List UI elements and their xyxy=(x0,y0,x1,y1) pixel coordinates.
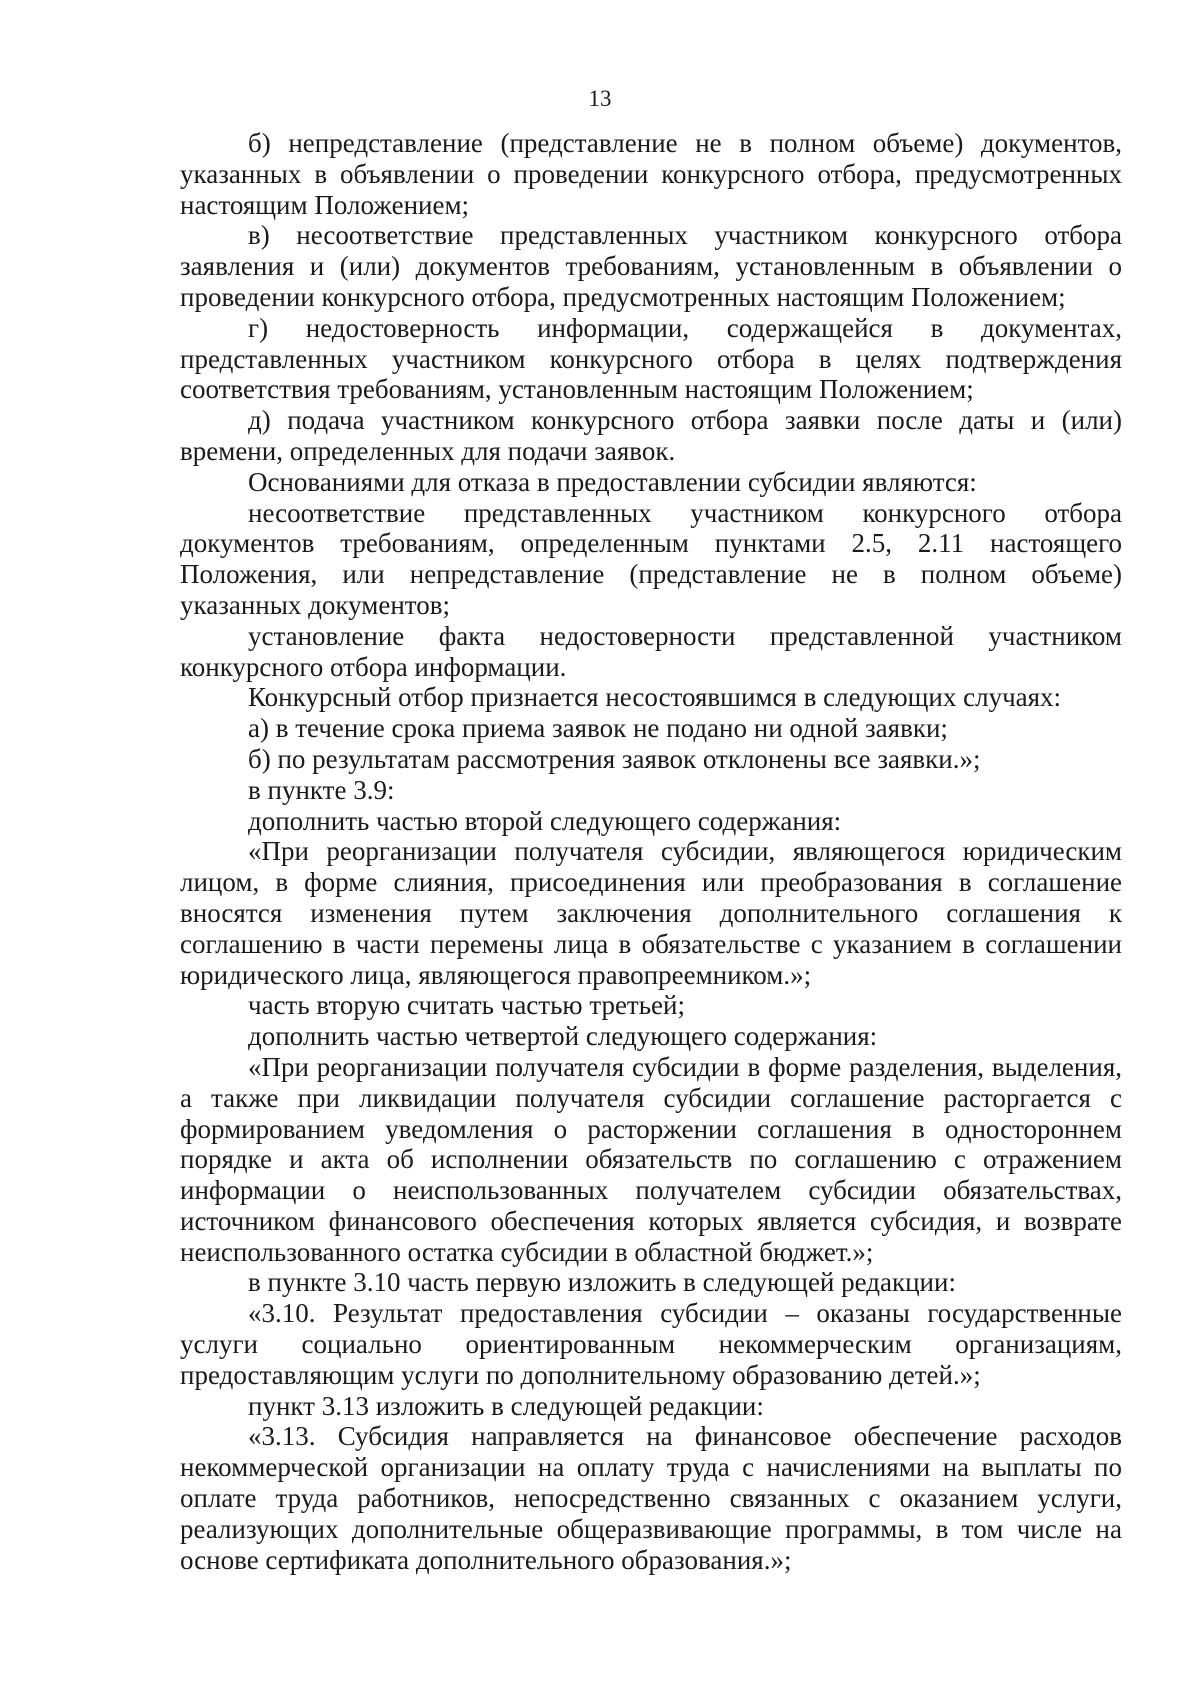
page-number: 13 xyxy=(588,86,612,111)
paragraph-d-late-submission: д) подача участником конкурсного отбора заявки после даты и (или) времени, определенных для подачи заявок. xyxy=(180,405,1122,466)
paragraph-v-noncompliance: в) несоответствие представленных участником конкурсного отбора заявления и (или) документов требованиям, установленным в объявлении о проведении конкурсного отбора, предусмотренных настоящим Положением; xyxy=(180,220,1122,312)
paragraph-subsidy-3-13: «3.13. Субсидия направляется на финансовое обеспечение расходов некоммерческой организации на оплату труда с начислениями на выплаты по оплате труда работников, непосредственно связанных с оказанием услуги, реализующих дополнительные общеразвивающие программы, в том числе на основе сертификата дополнительного образования.»; xyxy=(180,1421,1122,1575)
paragraph-result-3-10: «3.10. Результат предоставления субсидии – оказаны государственные услуги социально ориентированным некоммерческим организациям, предоставляющим услуги по дополнительному образованию детей.»; xyxy=(180,1298,1122,1390)
paragraph-add-part-two: дополнить частью второй следующего содержания: xyxy=(248,805,842,836)
paragraph-add-part-four: дополнить частью четвертой следующего содержания: xyxy=(248,1021,878,1052)
paragraph-clause-3-10: в пункте 3.10 часть первую изложить в следующей редакции: xyxy=(248,1267,956,1298)
paragraph-reorganization-division: «При реорганизации получателя субсидии в форме разделения, выделения, а также при ликвидации получателя субсидии соглашение расторгается с формированием уведомления о расторжении соглашения в одностороннем порядке и акта об исполнении обязательств по соглашению с отражением информации о неиспользованных получателем субсидии обязательствах, источником финансового обеспечения которых является субсидия, и возврате неиспользованного остатка субсидии в областной бюджет.»; xyxy=(180,1051,1122,1267)
paragraph-a-no-applications: а) в течение срока приема заявок не подано ни одной заявки; xyxy=(248,713,948,744)
paragraph-clause-3-13: пункт 3.13 изложить в следующей редакции: xyxy=(248,1390,764,1421)
paragraph-refusal-grounds: Основаниями для отказа в предоставлении субсидии являются: xyxy=(248,466,977,497)
paragraph-renumber-part: часть вторую считать частью третьей; xyxy=(248,990,685,1021)
paragraph-selection-failed: Конкурсный отбор признается несостоявшимся в следующих случаях: xyxy=(248,682,1062,713)
paragraph-b-all-rejected: б) по результатам рассмотрения заявок отклонены все заявки.»; xyxy=(248,743,981,774)
paragraph-clause-3-9: в пункте 3.9: xyxy=(248,774,395,805)
paragraph-reorganization-merger: «При реорганизации получателя субсидии, являющегося юридическим лицом, в форме слияния, присоединения или преобразования в соглашение вносятся изменения путем заключения дополнительного соглашения к соглашению в части перемены лица в обязательстве с указанием в соглашении юридического лица, являющегося правопреемником.»; xyxy=(180,836,1122,990)
paragraph-g-unreliability: г) недостоверность информации, содержащейся в документах, представленных участником конкурсного отбора в целях подтверждения соответствия требованиям, установленным настоящим Положением; xyxy=(180,312,1122,405)
paragraph-b-nonsubmission: б) непредставление (представление не в полном объеме) документов, указанных в объявлении о проведении конкурсного отбора, предусмотренных настоящим Положением; xyxy=(180,128,1122,220)
document-body xyxy=(180,128,1122,1575)
paragraph-documents-noncompliance: несоответствие представленных участником конкурсного отбора документов требованиям, определенным пунктами 2.5, 2.11 настоящего Положения, или непредставление (представление не в полном объеме) указанных документов; xyxy=(180,497,1122,620)
paragraph-information-unreliability: установление факта недостоверности представленной участником конкурсного отбора информации. xyxy=(180,620,1122,682)
